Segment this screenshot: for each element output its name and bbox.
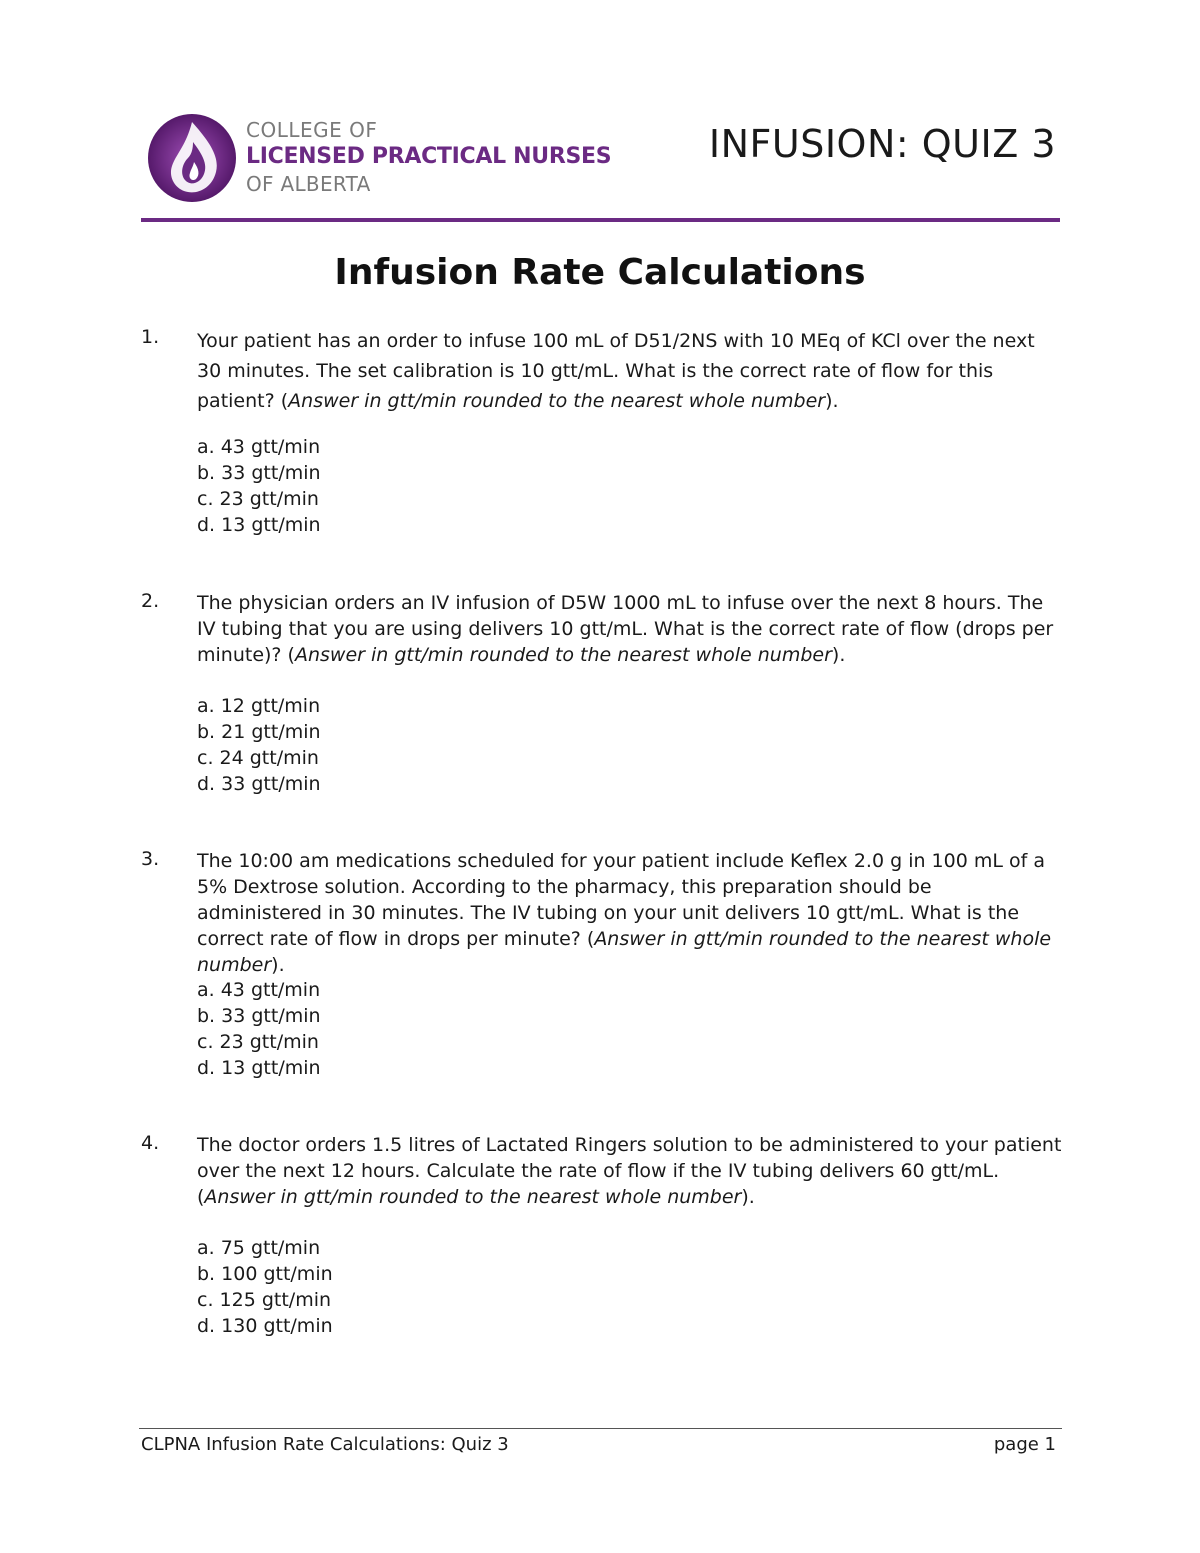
answer-option-a: a. 43 gtt/min bbox=[197, 979, 321, 1001]
answer-option-c: c. 23 gtt/min bbox=[197, 1031, 319, 1053]
logo-text-of-alberta: OF ALBERTA bbox=[246, 172, 371, 196]
answer-hint: Answer in gtt/min rounded to the nearest whole number bbox=[197, 928, 1052, 976]
question-text: Your patient has an order to infuse 100 mL of D51/2NS with 10 MEq of KCl over the next 30 minutes. The set calibration is 10 gtt/mL. What is the correct rate of flow for this patient? (Answer in gtt/min rounded to the nearest whole number). bbox=[197, 330, 1035, 412]
question-number: 1. bbox=[141, 326, 160, 348]
answer-option-d: d. 13 gtt/min bbox=[197, 514, 321, 536]
logo-text-licensed-practical-nurses: LICENSED PRACTICAL NURSES bbox=[246, 144, 612, 169]
answer-option-a: a. 43 gtt/min bbox=[197, 436, 321, 458]
answer-option-b: b. 33 gtt/min bbox=[197, 1005, 321, 1027]
answer-option-a: a. 12 gtt/min bbox=[197, 695, 321, 717]
answer-option-d: d. 13 gtt/min bbox=[197, 1057, 321, 1079]
question-text: The physician orders an IV infusion of D5W 1000 mL to infuse over the next 8 hours. The IV tubing that you are using delivers 10 gtt/mL. What is the correct rate of flow (drops per minute)? (Answer in gtt/min rounded to the nearest whole number). bbox=[197, 592, 1054, 666]
question-number: 3. bbox=[141, 848, 160, 870]
answer-option-c: c. 23 gtt/min bbox=[197, 488, 319, 510]
question-number: 2. bbox=[141, 590, 160, 612]
answer-option-b: b. 21 gtt/min bbox=[197, 721, 321, 743]
answer-option-d: d. 33 gtt/min bbox=[197, 773, 321, 795]
footer-divider bbox=[139, 1428, 1062, 1429]
footer-page-number: page 1 bbox=[993, 1434, 1056, 1455]
answer-option-c: c. 24 gtt/min bbox=[197, 747, 319, 769]
question-number: 4. bbox=[141, 1132, 160, 1154]
answer-options bbox=[197, 977, 321, 1081]
answer-hint: Answer in gtt/min rounded to the nearest whole number bbox=[294, 644, 832, 666]
answer-option-b: b. 100 gtt/min bbox=[197, 1263, 333, 1285]
logo-text-college-of: COLLEGE OF bbox=[246, 118, 378, 142]
answer-options bbox=[197, 1235, 333, 1339]
header-divider bbox=[141, 218, 1060, 222]
clpna-flame-logo-icon bbox=[146, 112, 242, 204]
answer-option-a: a. 75 gtt/min bbox=[197, 1237, 321, 1259]
page-heading: Infusion Rate Calculations bbox=[334, 252, 866, 293]
answer-option-b: b. 33 gtt/min bbox=[197, 462, 321, 484]
answer-option-c: c. 125 gtt/min bbox=[197, 1289, 332, 1311]
footer-document-name: CLPNA Infusion Rate Calculations: Quiz 3 bbox=[141, 1434, 509, 1455]
question-text: The 10:00 am medications scheduled for your patient include Keflex 2.0 g in 100 mL of a 5% Dextrose solution. According to the pharmacy, this preparation should be administered in 30 minutes. The IV tubing on your unit delivers 10 gtt/mL. What is the correct rate of flow in drops per minute? (Answer in gtt/min rounded to the nearest whole number). bbox=[197, 850, 1052, 976]
answer-hint: Answer in gtt/min rounded to the nearest whole number bbox=[288, 390, 826, 412]
answer-options bbox=[197, 434, 321, 538]
document-title: INFUSION: QUIZ 3 bbox=[708, 122, 1056, 166]
clpna-logo bbox=[146, 112, 612, 204]
question-text: The doctor orders 1.5 litres of Lactated Ringers solution to be administered to your patient over the next 12 hours. Calculate the rate of flow if the IV tubing delivers 60 gtt/mL. (Answer in gtt/min rounded to the nearest whole number). bbox=[197, 1134, 1062, 1208]
answer-options bbox=[197, 693, 321, 797]
answer-option-d: d. 130 gtt/min bbox=[197, 1315, 333, 1337]
answer-hint: Answer in gtt/min rounded to the nearest whole number bbox=[204, 1186, 742, 1208]
